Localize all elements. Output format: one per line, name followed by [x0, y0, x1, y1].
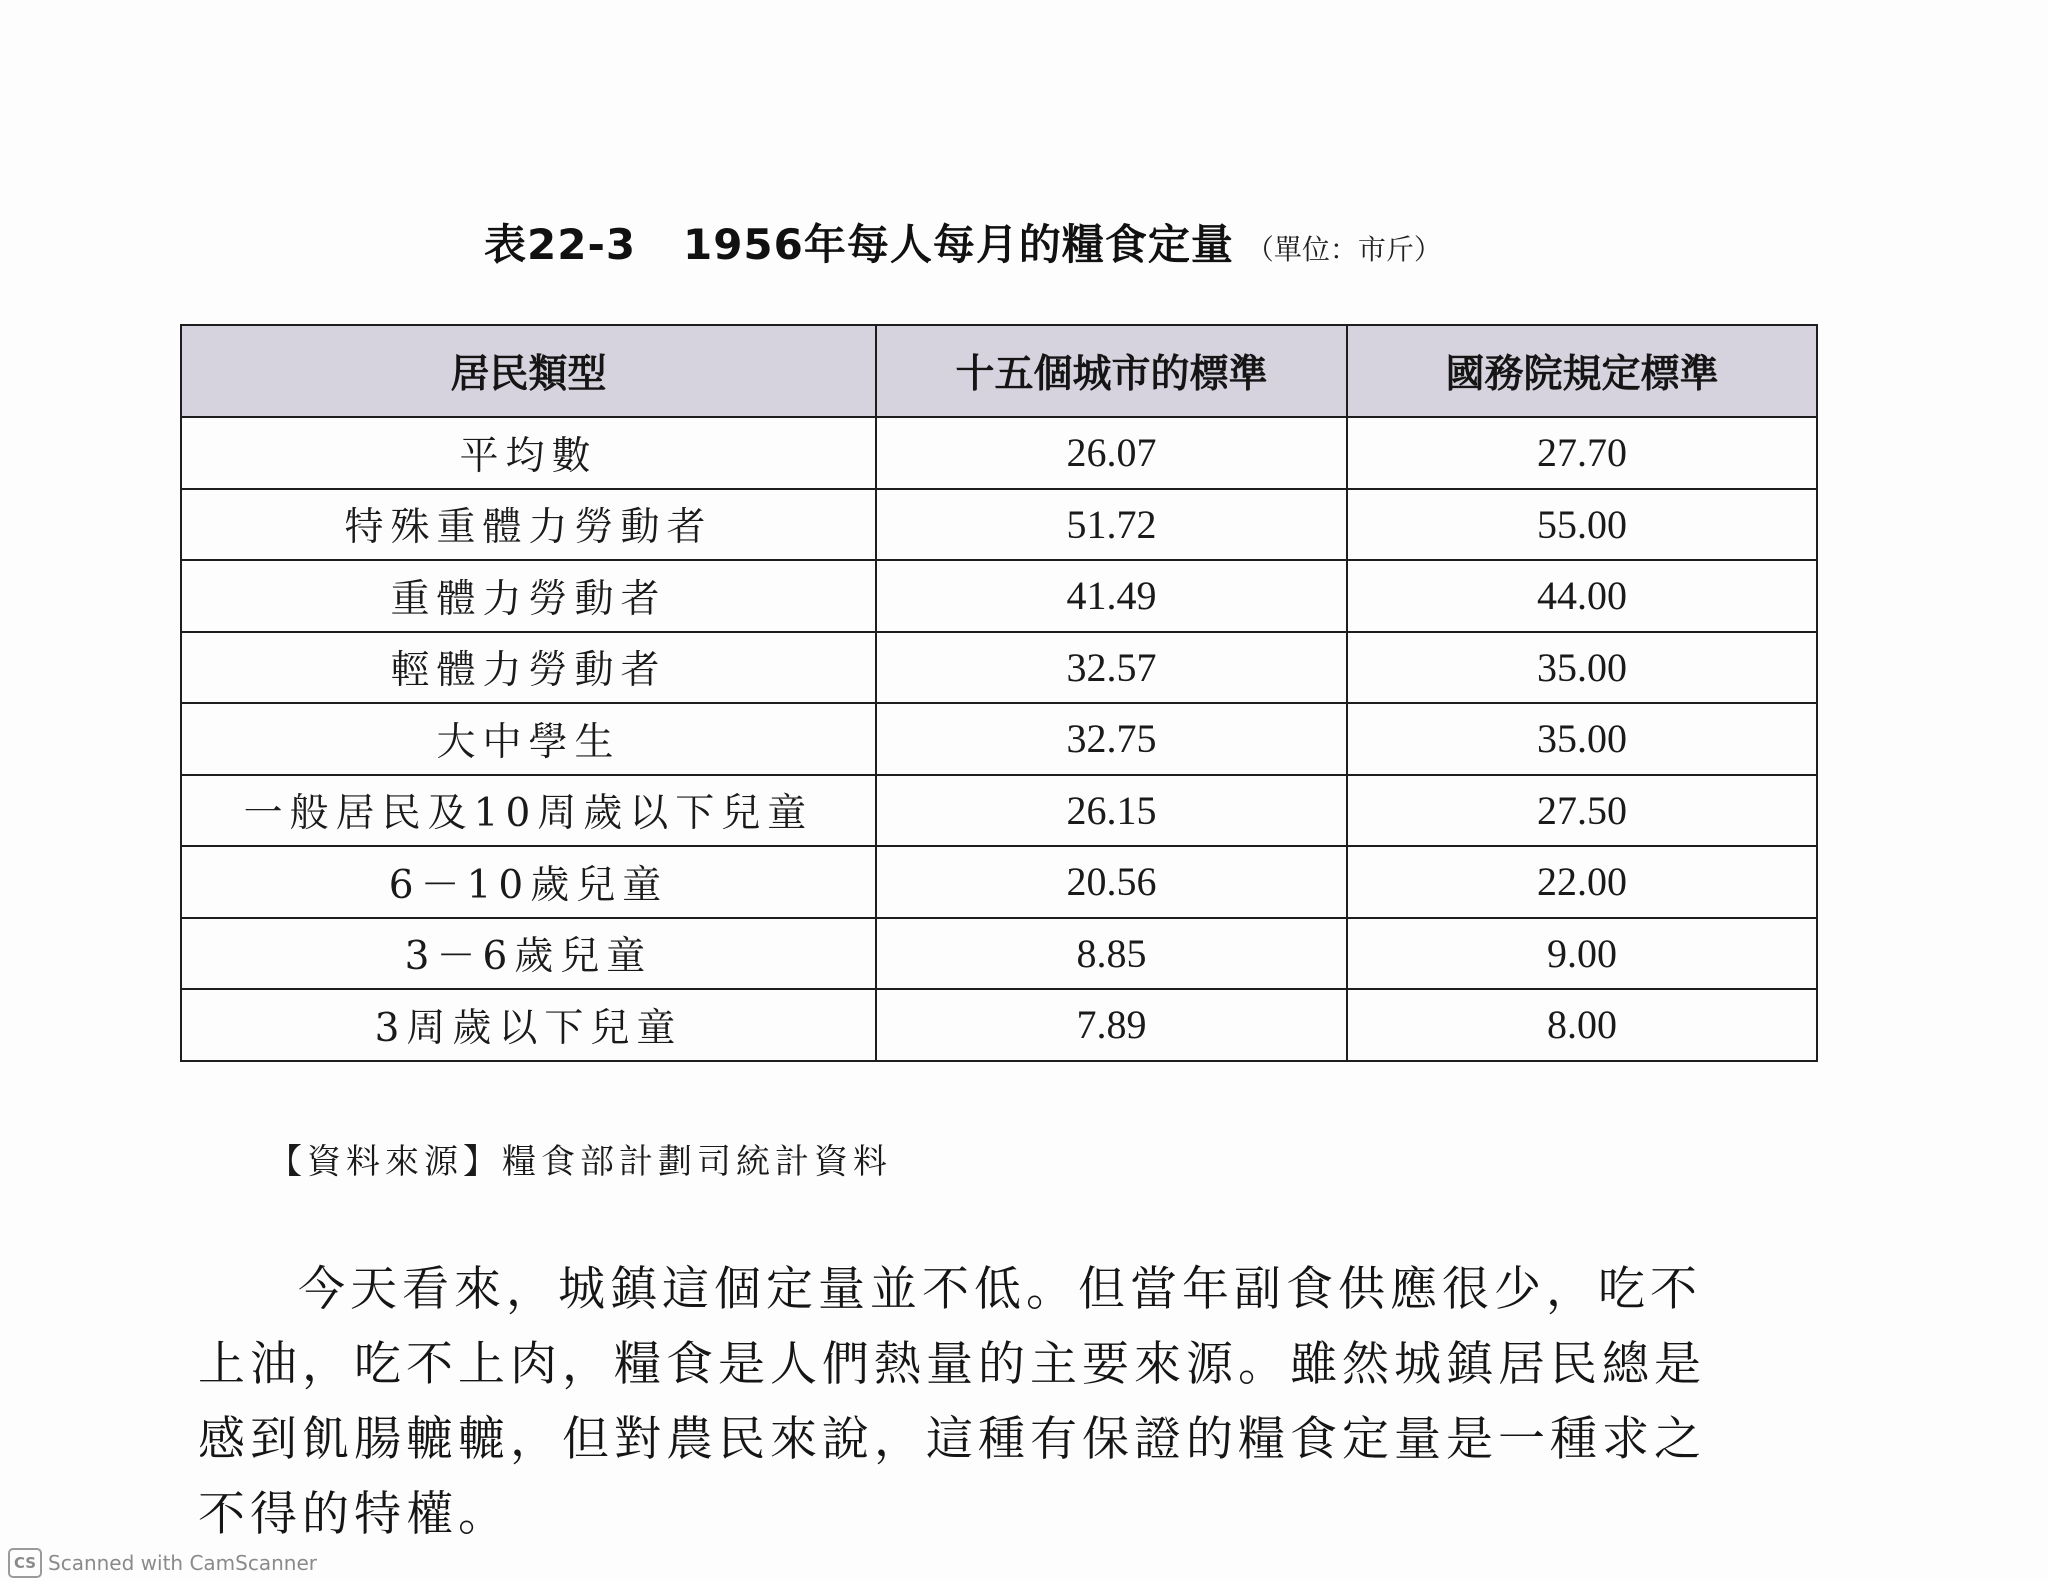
cell-resident-type: 6－10歲兒童 — [181, 846, 876, 918]
cell-city-standard: 32.75 — [876, 703, 1347, 775]
paragraph-line: 上油，吃不上肉，糧食是人們熱量的主要來源。雖然城鎮居民總是 — [198, 1337, 1706, 1392]
table-header-row — [181, 325, 1817, 417]
body-paragraph — [198, 1252, 1818, 1552]
cell-council-standard: 35.00 — [1347, 703, 1817, 775]
table-title: 表22-3 1956年每人每月的糧食定量 — [484, 220, 1234, 269]
header-state-council: 國務院規定標準 — [1347, 325, 1817, 417]
camscanner-logo-icon: CS — [8, 1548, 42, 1578]
data-source-note: 【資料來源】糧食部計劃司統計資料 — [268, 1142, 892, 1182]
grain-ration-table — [180, 324, 1818, 1062]
cell-city-standard: 51.72 — [876, 489, 1347, 561]
cell-resident-type: 3－6歲兒童 — [181, 918, 876, 990]
cell-council-standard: 35.00 — [1347, 632, 1817, 704]
cell-council-standard: 22.00 — [1347, 846, 1817, 918]
cell-city-standard: 20.56 — [876, 846, 1347, 918]
table-row — [181, 560, 1817, 632]
cell-council-standard: 9.00 — [1347, 918, 1817, 990]
cell-council-standard: 44.00 — [1347, 560, 1817, 632]
table-row — [181, 489, 1817, 561]
cell-resident-type: 重體力勞動者 — [181, 560, 876, 632]
cell-resident-type: 3周歲以下兒童 — [181, 989, 876, 1061]
table-row — [181, 846, 1817, 918]
header-resident-type: 居民類型 — [181, 325, 876, 417]
table-caption — [484, 212, 1442, 282]
cell-city-standard: 7.89 — [876, 989, 1347, 1061]
table-unit-note: （單位：市斤） — [1245, 233, 1442, 266]
cell-resident-type: 特殊重體力勞動者 — [181, 489, 876, 561]
cell-city-standard: 41.49 — [876, 560, 1347, 632]
table-row — [181, 918, 1817, 990]
cell-council-standard: 27.50 — [1347, 775, 1817, 847]
cell-resident-type: 一般居民及10周歲以下兒童 — [181, 775, 876, 847]
cell-council-standard: 27.70 — [1347, 417, 1817, 489]
cell-city-standard: 32.57 — [876, 632, 1347, 704]
table-row — [181, 632, 1817, 704]
watermark-text: Scanned with CamScanner — [48, 1551, 317, 1575]
paragraph-line: 不得的特權。 — [198, 1487, 510, 1542]
header-fifteen-cities: 十五個城市的標準 — [876, 325, 1347, 417]
table-row — [181, 703, 1817, 775]
cell-resident-type: 輕體力勞動者 — [181, 632, 876, 704]
cell-city-standard: 8.85 — [876, 918, 1347, 990]
cell-city-standard: 26.15 — [876, 775, 1347, 847]
paragraph-line: 感到飢腸轆轆，但對農民來說，這種有保證的糧食定量是一種求之 — [198, 1412, 1706, 1467]
cell-resident-type: 大中學生 — [181, 703, 876, 775]
cell-council-standard: 8.00 — [1347, 989, 1817, 1061]
paragraph-line: 今天看來，城鎮這個定量並不低。但當年副食供應很少，吃不 — [298, 1262, 1702, 1317]
table-row — [181, 775, 1817, 847]
camscanner-watermark — [8, 1548, 317, 1578]
table-row — [181, 417, 1817, 489]
cell-resident-type: 平均數 — [181, 417, 876, 489]
cell-council-standard: 55.00 — [1347, 489, 1817, 561]
cell-city-standard: 26.07 — [876, 417, 1347, 489]
table-row — [181, 989, 1817, 1061]
